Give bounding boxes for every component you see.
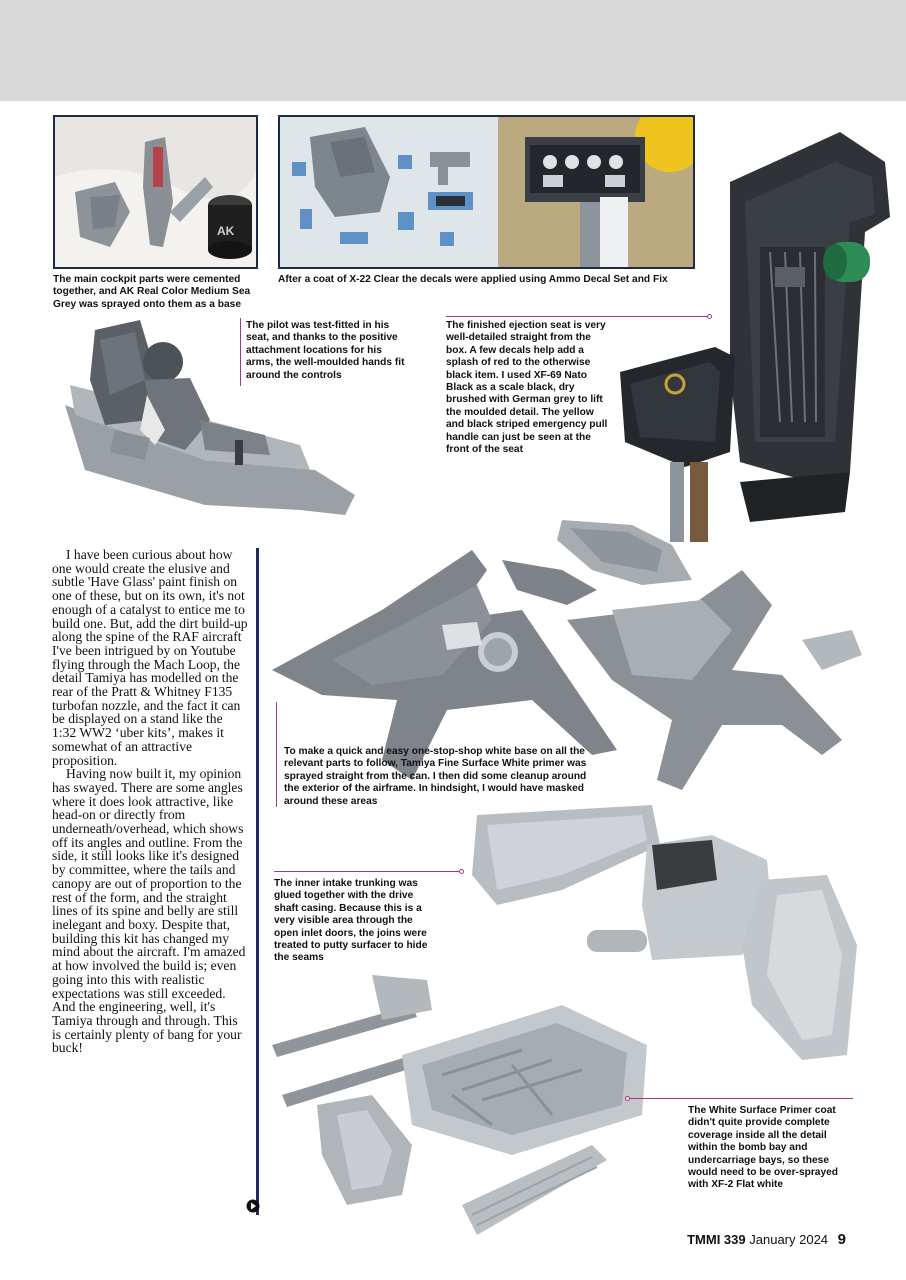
continue-arrow-icon [246, 1199, 260, 1213]
column-rule [256, 548, 259, 1215]
body-paragraph-2: Having now built it, my opinion has swayed. There are some angles where it does look attractive, like head-on or directly from underneath/overhead, which shows off its angles and outline. From the side, it still looks like it's designed by committee, where the tails and canopy are out of proportion to the rest of the form, and the straight lines of its spine and belly are still inelegant and boxy. Despite that, building this kit has changed my mind about the aircraft. I'm amazed at how involved the build is; even going into this with realistic expectations was still exceeded. And the engineering, well, it's Tamiya through and through. This is certainly plenty of bang for your buck! [52, 766, 246, 1056]
top-band [0, 0, 906, 101]
magazine-issue: TMMI 339 [687, 1232, 746, 1247]
page-folio [687, 1231, 846, 1248]
caption-primer: To make a quick and easy one-stop-shop white base on all the relevant parts to follow, Tamiya Fine Surface White primer was sprayed straight from the can. I then did some cleanup around the exterior of the airframe. In hindsight, I would have masked around these areas [284, 746, 587, 807]
intake-bombbay-photo [262, 795, 906, 1280]
svg-text:AK: AK [217, 224, 235, 238]
bombbay-leader-dot [625, 1096, 630, 1101]
ejection-seat-photo [610, 122, 906, 542]
caption-intake: The inner intake trunking was glued together with the drive shaft casing. Because this is a very visible area through the open inlet doors, the joins were treated to putty surfacer to hide the seams [274, 878, 428, 964]
issue-date: January 2024 [749, 1232, 829, 1247]
caption-pilot: The pilot was test-fitted in his seat, and thanks to the positive attachment locations for his arms, the well-moulded hands fit around the controls [246, 320, 405, 381]
caption-bomb-bay: The White Surface Primer coat didn't quite provide complete coverage inside all the detail within the bomb bay and undercarriage bays, so these would need to be over-sprayed with XF-2 Flat white [688, 1105, 839, 1191]
bombbay-leader-line [628, 1098, 853, 1099]
caption-ejection-seat: The finished ejection seat is very well-detailed straight from the box. A few decals help add a splash of red to the otherwise black item. I used XF-69 Nato Black as a scale black, dry brushed with German grey to lift the moulded detail. The yellow and black striped emergency pull handle can just be seen at the front of the seat [446, 320, 608, 456]
caption-decals: After a coat of X-22 Clear the decals were applied using Ammo Decal Set and Fix [278, 274, 668, 285]
cockpit-parts-photo [53, 115, 258, 269]
pilot-leader-line [240, 318, 241, 386]
intake-leader-line [274, 871, 462, 872]
body-paragraph-1: I have been curious about how one would create the elusive and subtle 'Have Glass' paint finish on one of these, but on its own, it's not enough of a catalyst to entice me to build one. But, add the dirt build-up along the spine of the RAF aircraft I've been intrigued by on Youtube flying through the Mach Loop, the detail Tamiya has modelled on the rear of the Pratt & Whitney F135 turbofan nozzle, and the fact it can be displayed on a stand like the 1:32 WW2 ‘uber kits’, makes it somewhat of an attractive proposition. [52, 547, 248, 768]
ejection-leader-dot [707, 314, 712, 319]
ejection-leader-line [446, 316, 710, 317]
article-body [52, 548, 248, 1055]
page-number: 9 [837, 1231, 846, 1248]
primer-leader-line [276, 702, 277, 807]
intake-leader-dot [459, 869, 464, 874]
caption-cockpit-parts: The main cockpit parts were cemented together, and AK Real Color Medium Sea Grey was sprayed onto them as a base [53, 274, 251, 310]
